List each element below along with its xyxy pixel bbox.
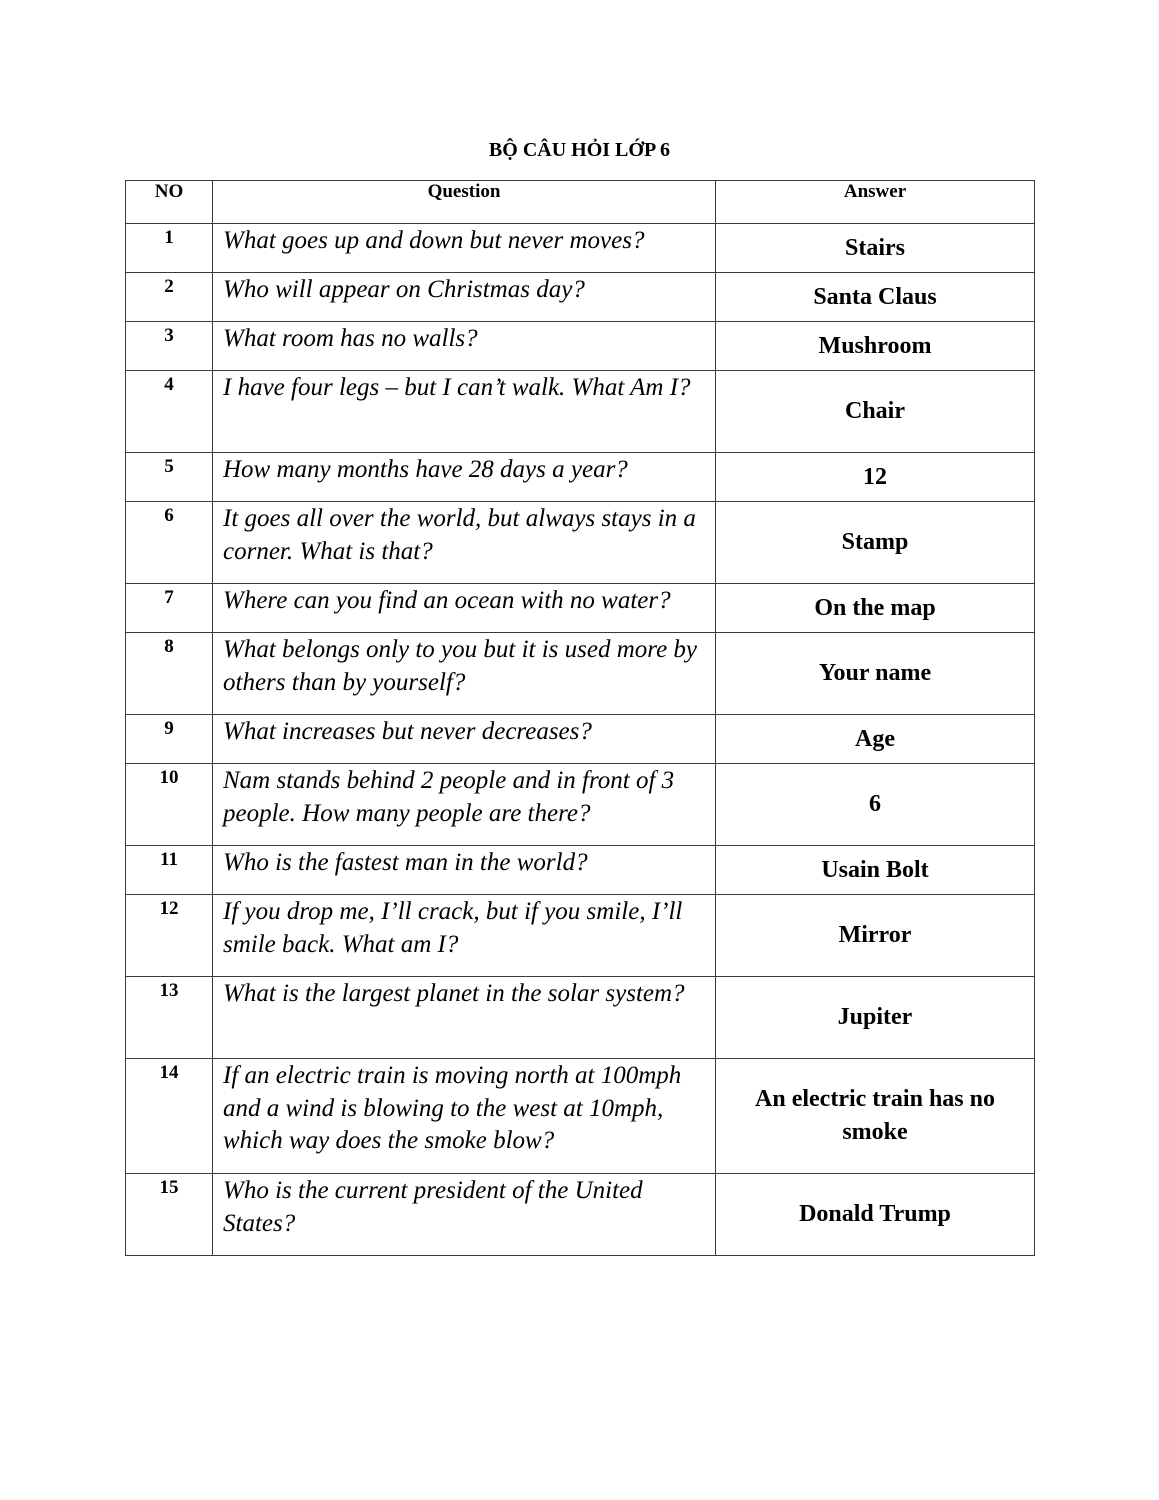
table-row: [126, 846, 1035, 895]
answer-cell: Mushroom: [716, 322, 1035, 371]
table-row: [126, 1059, 1035, 1174]
table-row: [126, 764, 1035, 846]
row-number: 5: [126, 453, 213, 502]
table-row: [126, 273, 1035, 322]
answer-cell: Santa Claus: [716, 273, 1035, 322]
question-cell: It goes all over the world, but always stays in a corner. What is that?: [213, 502, 716, 584]
row-number: 15: [126, 1174, 213, 1256]
row-number: 1: [126, 224, 213, 273]
question-cell: What room has no walls?: [213, 322, 716, 371]
question-cell: I have four legs – but I can’t walk. What Am I?: [213, 371, 716, 453]
answer-cell: On the map: [716, 584, 1035, 633]
question-cell: If an electric train is moving north at 100mph and a wind is blowing to the west at 10mph, which way does the smoke blow?: [213, 1059, 716, 1174]
question-cell: Where can you find an ocean with no water?: [213, 584, 716, 633]
row-number: 4: [126, 371, 213, 453]
table-row: [126, 453, 1035, 502]
row-number: 9: [126, 715, 213, 764]
table-row: [126, 502, 1035, 584]
question-cell: Who will appear on Christmas day?: [213, 273, 716, 322]
answer-cell: 6: [716, 764, 1035, 846]
answer-cell: Stamp: [716, 502, 1035, 584]
answer-cell: Age: [716, 715, 1035, 764]
question-cell: If you drop me, I’ll crack, but if you smile, I’ll smile back. What am I?: [213, 895, 716, 977]
question-cell: How many months have 28 days a year?: [213, 453, 716, 502]
row-number: 7: [126, 584, 213, 633]
table-row: [126, 977, 1035, 1059]
header-question: Question: [213, 181, 716, 224]
answer-cell: Your name: [716, 633, 1035, 715]
question-cell: Who is the fastest man in the world?: [213, 846, 716, 895]
table-row: [126, 633, 1035, 715]
header-answer: Answer: [716, 181, 1035, 224]
table-row: [126, 1174, 1035, 1256]
header-no: NO: [126, 181, 213, 224]
answer-cell: 12: [716, 453, 1035, 502]
question-cell: What increases but never decreases?: [213, 715, 716, 764]
row-number: 6: [126, 502, 213, 584]
row-number: 11: [126, 846, 213, 895]
answer-cell: Donald Trump: [716, 1174, 1035, 1256]
question-cell: What belongs only to you but it is used more by others than by yourself?: [213, 633, 716, 715]
answer-cell: Usain Bolt: [716, 846, 1035, 895]
answer-cell: Mirror: [716, 895, 1035, 977]
row-number: 10: [126, 764, 213, 846]
answer-cell: An electric train has no smoke: [716, 1059, 1035, 1174]
row-number: 8: [126, 633, 213, 715]
answer-cell: Jupiter: [716, 977, 1035, 1059]
row-number: 12: [126, 895, 213, 977]
quiz-table: [125, 180, 1035, 1256]
question-cell: Nam stands behind 2 people and in front of 3 people. How many people are there?: [213, 764, 716, 846]
answer-cell: Stairs: [716, 224, 1035, 273]
table-row: [126, 715, 1035, 764]
table-row: [126, 322, 1035, 371]
table-row: [126, 371, 1035, 453]
row-number: 14: [126, 1059, 213, 1174]
question-cell: Who is the current president of the United States?: [213, 1174, 716, 1256]
question-cell: What is the largest planet in the solar system?: [213, 977, 716, 1059]
page-title: BỘ CÂU HỎI LỚP 6: [488, 139, 671, 161]
table-row: [126, 584, 1035, 633]
table-header-row: [126, 181, 1035, 224]
row-number: 2: [126, 273, 213, 322]
row-number: 3: [126, 322, 213, 371]
table-row: [126, 895, 1035, 977]
answer-cell: Chair: [716, 371, 1035, 453]
question-cell: What goes up and down but never moves?: [213, 224, 716, 273]
row-number: 13: [126, 977, 213, 1059]
table-row: [126, 224, 1035, 273]
